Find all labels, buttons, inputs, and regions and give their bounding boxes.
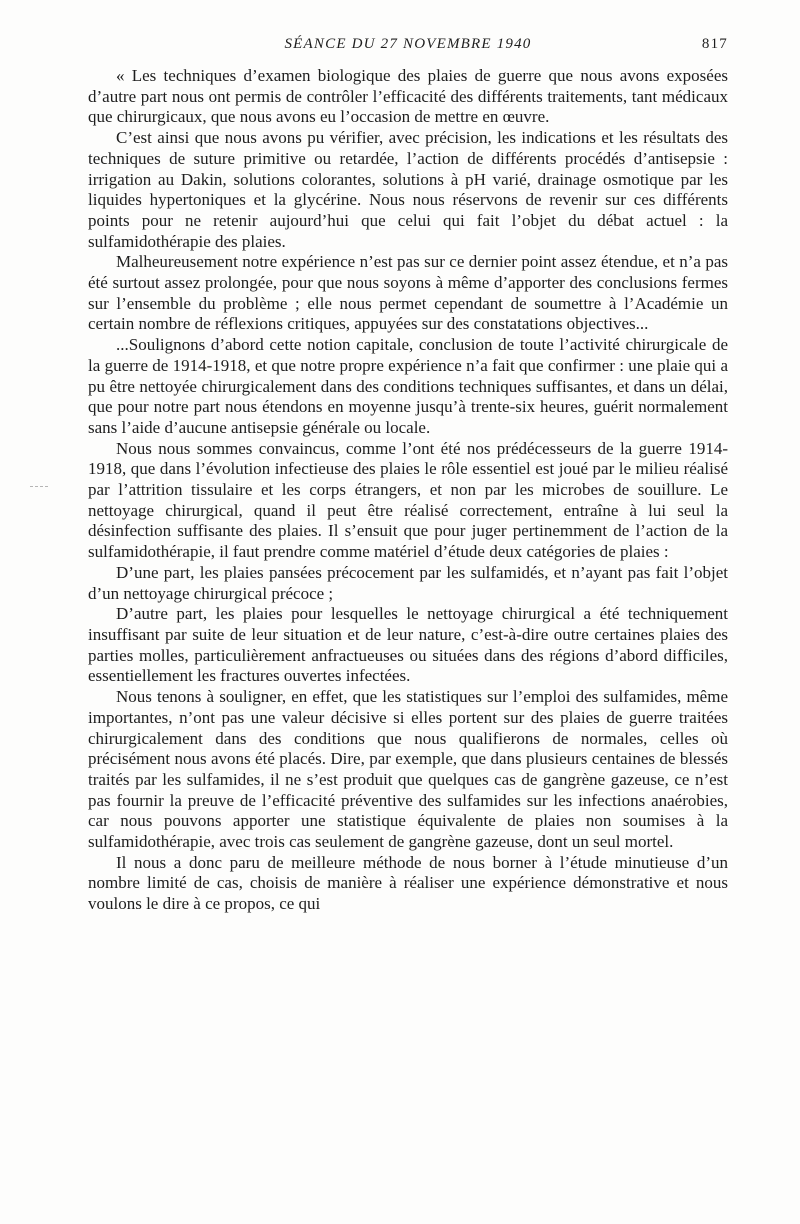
margin-mark	[30, 486, 48, 488]
paragraph-7: D’autre part, les plaies pour lesquelles le nettoyage chirurgical a été techniquement insuffisant par suite de leur situation et de leur nature, c’est-à-dire outre certaines plaies des parties molles, particulièrement anfractueuses ou situées dans des régions d’abord difficiles, essentiellement les fractures ouvertes infectées.	[88, 604, 728, 686]
page-number: 817	[701, 36, 728, 52]
paragraph-3: Malheureusement notre expérience n’est pas sur ce dernier point assez étendue, et n’a pas été surtout assez prolongée, pour que nous soyons à même d’apporter des conclusions fermes sur l’ensemble du problème ; elle nous permet cependant de soumettre à l’Académie un certain nombre de réflexions critiques, appuyées sur des constatations objectives...	[88, 252, 728, 334]
paragraph-4: ...Soulignons d’abord cette notion capitale, conclusion de toute l’activité chirurgicale de la guerre de 1914-1918, et que notre propre expérience n’a fait que confirmer : une plaie qui a pu être nettoyée chirurgicalement dans des conditions techniques suffisantes, et dans un délai, que pour notre part nous étendons en moyenne jusqu’à trente-six heures, guérit normalement sans l’aide d’aucune antisepsie générale ou locale.	[88, 335, 728, 437]
running-title: SÉANCE DU 27 NOVEMBRE 1940	[284, 36, 532, 52]
paragraph-6: D’une part, les plaies pansées précocement par les sulfamidés, et n’ayant pas fait l’objet d’un nettoyage chirurgical précoce ;	[88, 562, 728, 603]
paragraph-8: Nous tenons à souligner, en effet, que les statistiques sur l’emploi des sulfamides, même importantes, n’ont pas une valeur décisive si elles portent sur des plaies de guerre traitées chirurgicalement dans des conditions que nous qualifierons de normales, celles où précisément nous avons été placés. Dire, par exemple, que dans plusieurs centaines de blessés traités par les sulfamides, il ne s’est produit que quelques cas de gangrène gazeuse, ce n’est pas fournir la preuve de l’efficacité préventive des sulfamides sur les infections anaérobies, car nous pouvons apporter une statistique équivalente de plaies non soumises à la sulfamidothérapie, avec trois cas seulement de gangrène gazeuse, dont un seul mortel.	[88, 687, 728, 852]
paragraph-5: Nous nous sommes convaincus, comme l’ont été nos prédécesseurs de la guerre 1914-1918, que dans l’évolution infectieuse des plaies le rôle essentiel est joué par le milieu réalisé par l’attrition tissulaire et les corps étrangers, et non par les microbes de souillure. Le nettoyage chirurgical, quand il peut être réalisé correctement, entraîne à lui seul la désinfection suffisante des plaies. Il s’ensuit que pour juger pertinemment de l’action de la sulfamidothérapie, il faut prendre comme matériel d’étude deux catégories de plaies :	[88, 438, 728, 562]
paragraph-2: C’est ainsi que nous avons pu vérifier, avec précision, les indications et les résultats des techniques de suture primitive ou retardée, l’action de différents procédés d’antisepsie : irrigation au Dakin, solutions colorantes, solutions à pH varié, drainage osmotique par les liquides hypertoniques et la glycérine. Nous nous réservons de revenir sur ces différents points pour ne retenir aujourd’hui que celui qui fait l’objet du débat actuel : la sulfamidothérapie des plaies.	[88, 128, 728, 251]
paragraph-1: « Les techniques d’examen biologique des plaies de guerre que nous avons exposées d’autre part nous ont permis de contrôler l’efficacité des différents traitements, tant médicaux que chirurgicaux, que nous avons eu l’occasion de mettre en œuvre.	[88, 66, 728, 127]
running-header	[88, 36, 728, 56]
body-text	[88, 66, 728, 915]
paragraph-9: Il nous a donc paru de meilleure méthode de nous borner à l’étude minutieuse d’un nombre limité de cas, choisis de manière à réaliser une expérience démonstrative et nous voulons le dire à ce propos, ce qui	[88, 852, 728, 914]
